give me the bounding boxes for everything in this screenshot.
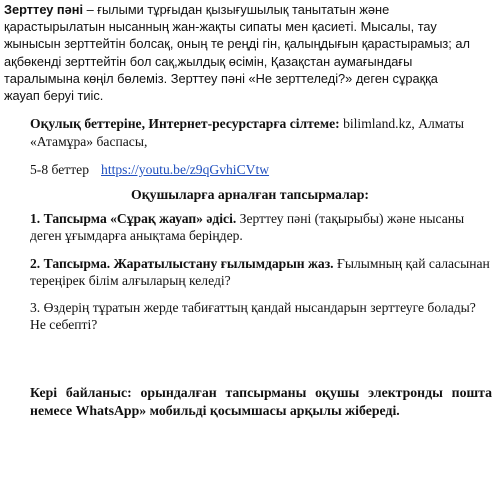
- intro-paragraph: [4, 1, 474, 104]
- task-2: [30, 255, 492, 290]
- feedback-paragraph: Кері байланыс: орындалған тапсырманы оқушы электронды пошта немесе WhatsApp» мобильді қосымшасы арқылы жібереді.: [30, 385, 492, 418]
- task-2-text: Ғылымның қай саласынан тереңірек білім алғыларың келеді?: [30, 256, 490, 289]
- task-1-label: 1. Тапсырма «Сұрақ жауап» әдісі.: [30, 211, 237, 226]
- textbook-value: bilimland.kz, Алматы «Атамұра» баспасы,: [30, 116, 465, 149]
- task-1-text: Зерттеу пәні (тақырыбы) және нысаны деген ұғымдарға анықтама беріңдер.: [30, 211, 465, 244]
- task-1: [30, 210, 492, 245]
- pages-line: [30, 161, 500, 178]
- intro-text: – ғылыми тұрғыдан қызығушылық танытатын және қарастырылатын нысанның жан-жақты сипаты мен қасиеті. Мысалы, тау жынысын зерттейтін болсақ, оның те реңді гін, қалыңдығын қарастырамыз; ал ақбөкенді зерттейтін бол сақ,жылдық өсімін, Қазақстан аумағындағы таралымына көңіл бөлеміз. Зерттеу пәні «Не зерттеледі?» деген сұраққа жауап беруі тиіс.: [4, 2, 470, 104]
- intro-term: Зерттеу пәні: [4, 2, 84, 17]
- tasks-heading: Оқушыларға арналған тапсырмалар:: [131, 187, 369, 202]
- textbook-label: Оқулық беттеріне, Интернет-ресурстарға сілтеме:: [30, 116, 340, 131]
- pages-text: 5-8 беттер: [30, 162, 90, 177]
- youtube-link[interactable]: https://youtu.be/z9qGvhiCVtw: [101, 162, 270, 177]
- task-2-label: 2. Тапсырма. Жаратылыстану ғылымдарын жаз.: [30, 256, 334, 271]
- textbook-reference: [30, 115, 495, 150]
- task-3: [30, 299, 492, 334]
- task-3-text: 3. Өздерің тұратын жерде табиғаттың қандай нысандарын зерттеуге болады? Не себепті?: [30, 300, 476, 333]
